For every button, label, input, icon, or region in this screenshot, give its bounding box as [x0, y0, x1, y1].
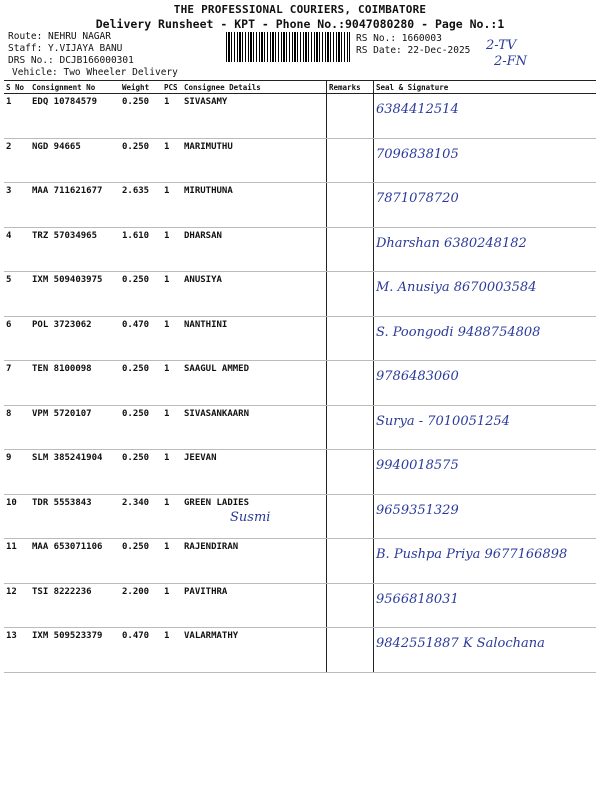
row-remarks	[327, 583, 374, 628]
row-sno: 8	[4, 405, 30, 450]
row-consignee	[182, 450, 327, 495]
table-row	[4, 94, 596, 139]
row-remarks	[327, 361, 374, 406]
consignee-name: JEEVAN	[184, 453, 217, 463]
handwritten-signature: 7871078720	[376, 191, 459, 206]
row-pcs: 1	[162, 583, 182, 628]
table-row	[4, 450, 596, 495]
table-row	[4, 628, 596, 673]
table-row	[4, 539, 596, 584]
handwritten-signature: Dharshan 6380248182	[376, 235, 527, 251]
row-weight: 0.470	[120, 316, 162, 361]
row-consignment-no: IXM 509403975	[30, 272, 120, 317]
handwritten-signature: B. Pushpa Priya 9677166898	[376, 547, 568, 562]
row-sno: 1	[4, 94, 30, 139]
consignee-name: SIVASAMY	[184, 97, 228, 107]
table-row	[4, 583, 596, 628]
rs-number: RS No.: 1660003	[356, 33, 442, 44]
row-signature	[374, 227, 597, 272]
row-signature	[374, 628, 597, 673]
row-pcs: 1	[162, 138, 182, 183]
row-weight: 1.610	[120, 227, 162, 272]
consignee-name: MIRUTHUNA	[184, 186, 233, 196]
table-row	[4, 361, 596, 406]
row-consignee	[182, 494, 327, 539]
row-consignment-no: NGD 94665	[30, 138, 120, 183]
handwritten-signature: 6384412514	[376, 102, 459, 117]
row-remarks	[327, 183, 374, 228]
col-weight: Weight	[120, 81, 162, 94]
consignee-name: SAAGUL AMMED	[184, 364, 250, 374]
table-row	[4, 183, 596, 228]
row-signature	[374, 316, 597, 361]
row-remarks	[327, 227, 374, 272]
row-weight: 0.250	[120, 361, 162, 406]
route-label: Route: NEHRU NAGAR	[8, 31, 111, 42]
row-consignee	[182, 138, 327, 183]
table-row	[4, 405, 596, 450]
col-consignment: Consignment No	[30, 81, 120, 94]
row-consignment-no: TSI 8222236	[30, 583, 120, 628]
row-sno: 5	[4, 272, 30, 317]
row-remarks	[327, 628, 374, 673]
row-consignment-no: MAA 653071106	[30, 539, 120, 584]
row-weight: 0.470	[120, 628, 162, 673]
row-remarks	[327, 450, 374, 495]
row-consignment-no: TEN 8100098	[30, 361, 120, 406]
col-consignee: Consignee Details	[182, 81, 327, 94]
consignee-name: DHARSAN	[184, 230, 222, 241]
row-signature	[374, 450, 597, 495]
row-consignee	[182, 361, 327, 406]
staff-label: Staff: Y.VIJAYA BANU	[8, 43, 123, 54]
row-consignee	[182, 272, 327, 317]
runsheet-table	[4, 80, 596, 673]
consignee-name: VALARMATHY	[184, 631, 239, 641]
row-remarks	[327, 94, 374, 139]
row-pcs: 1	[162, 494, 182, 539]
col-pcs: PCS	[162, 81, 182, 94]
col-sno: S No	[4, 81, 30, 94]
row-consignment-no: TRZ 57034965	[30, 227, 120, 272]
row-signature	[374, 361, 597, 406]
row-sno: 9	[4, 450, 30, 495]
row-pcs: 1	[162, 405, 182, 450]
vehicle-label: Vehicle: Two Wheeler Delivery	[12, 67, 178, 78]
row-consignment-no: VPM 5720107	[30, 405, 120, 450]
handwritten-signature: 9659351329	[376, 502, 459, 518]
row-consignment-no: EDQ 10784579	[30, 94, 120, 139]
table-row	[4, 272, 596, 317]
handwritten-signature: 7096838105	[376, 146, 459, 162]
row-signature	[374, 494, 597, 539]
row-consignee	[182, 227, 327, 272]
table-row	[4, 316, 596, 361]
row-signature	[374, 272, 597, 317]
row-pcs: 1	[162, 450, 182, 495]
row-sno: 10	[4, 494, 30, 539]
row-remarks	[327, 316, 374, 361]
row-consignee	[182, 316, 327, 361]
handwritten-signature: 9786483060	[376, 369, 459, 384]
row-consignee	[182, 405, 327, 450]
company-title: THE PROFESSIONAL COURIERS, COIMBATORE	[173, 3, 427, 16]
row-pcs: 1	[162, 272, 182, 317]
handwritten-signature: S. Poongodi 9488754808	[376, 324, 541, 340]
row-signature	[374, 583, 597, 628]
handwritten-signature: 9842551887 K Salochana	[376, 636, 545, 651]
consignee-name: SIVASANKAARN	[184, 408, 250, 419]
row-remarks	[327, 272, 374, 317]
handwritten-signature: Surya - 7010051254	[376, 413, 510, 429]
row-pcs: 1	[162, 361, 182, 406]
row-sno: 12	[4, 583, 30, 628]
row-remarks	[327, 494, 374, 539]
row-sno: 11	[4, 539, 30, 584]
row-pcs: 1	[162, 227, 182, 272]
row-sno: 13	[4, 628, 30, 673]
row-weight: 0.250	[120, 94, 162, 139]
row-sno: 2	[4, 138, 30, 183]
row-signature	[374, 183, 597, 228]
col-remarks: Remarks	[327, 81, 374, 94]
row-weight: 2.340	[120, 494, 162, 539]
row-consignment-no: POL 3723062	[30, 316, 120, 361]
consignee-name: PAVITHRA	[184, 586, 228, 597]
handwritten-annotation-1: 2-TV	[486, 38, 517, 53]
row-sno: 4	[4, 227, 30, 272]
row-signature	[374, 94, 597, 139]
row-consignment-no: TDR 5553843	[30, 494, 120, 539]
table-header-row	[4, 81, 596, 94]
row-remarks	[327, 138, 374, 183]
row-pcs: 1	[162, 628, 182, 673]
table-row	[4, 494, 596, 539]
row-weight: 2.200	[120, 583, 162, 628]
row-signature	[374, 539, 597, 584]
row-consignee	[182, 583, 327, 628]
row-weight: 0.250	[120, 539, 162, 584]
row-pcs: 1	[162, 539, 182, 584]
row-pcs: 1	[162, 94, 182, 139]
consignee-name: RAJENDIRAN	[184, 542, 239, 552]
handwritten-signature: M. Anusiya 8670003584	[376, 280, 537, 295]
consignee-name: ANUSIYA	[184, 275, 222, 285]
row-consignee	[182, 183, 327, 228]
consignee-name: NANTHINI	[184, 319, 228, 330]
row-signature	[374, 405, 597, 450]
row-pcs: 1	[162, 183, 182, 228]
row-consignment-no: IXM 509523379	[30, 628, 120, 673]
row-sno: 7	[4, 361, 30, 406]
row-weight: 0.250	[120, 272, 162, 317]
row-weight: 2.635	[120, 183, 162, 228]
row-consignee	[182, 94, 327, 139]
handwritten-signature: 9940018575	[376, 458, 459, 473]
consignee-name: GREEN LADIES	[184, 497, 250, 508]
handwritten-annotation-2: 2-FN	[494, 54, 528, 69]
row-weight: 0.250	[120, 450, 162, 495]
handwritten-signature: 9566818031	[376, 591, 459, 607]
handwritten-note: Susmi	[230, 509, 271, 525]
row-signature	[374, 138, 597, 183]
row-consignment-no: SLM 385241904	[30, 450, 120, 495]
row-pcs: 1	[162, 316, 182, 361]
row-sno: 6	[4, 316, 30, 361]
table-row	[4, 227, 596, 272]
row-consignment-no: MAA 711621677	[30, 183, 120, 228]
runsheet-subtitle: Delivery Runsheet - KPT - Phone No.:9047080280 - Page No.:1	[95, 17, 505, 31]
barcode-image	[226, 32, 350, 62]
row-consignee	[182, 628, 327, 673]
row-weight: 0.250	[120, 405, 162, 450]
table-row	[4, 138, 596, 183]
drs-label: DRS No.: DCJB166000301	[8, 55, 134, 66]
row-weight: 0.250	[120, 138, 162, 183]
row-consignee	[182, 539, 327, 584]
row-remarks	[327, 405, 374, 450]
row-sno: 3	[4, 183, 30, 228]
rs-date: RS Date: 22-Dec-2025	[356, 45, 471, 56]
row-remarks	[327, 539, 374, 584]
col-signature: Seal & Signature	[374, 81, 597, 94]
consignee-name: MARIMUTHU	[184, 141, 233, 152]
